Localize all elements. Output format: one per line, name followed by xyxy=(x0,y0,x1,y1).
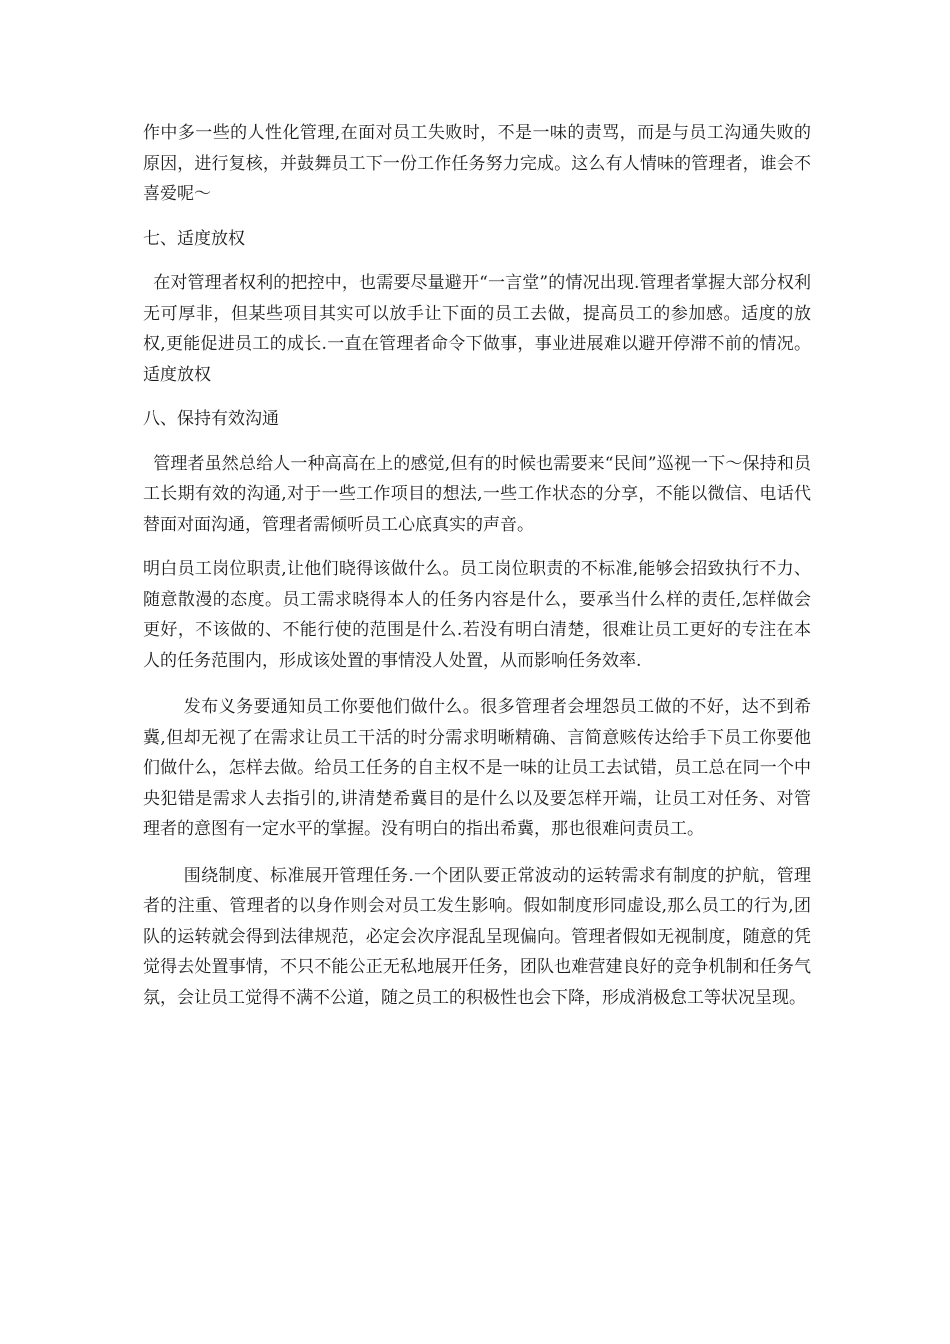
paragraph-job-duties: 明白员工岗位职责,让他们晓得该做什么。员工岗位职责的不标准,能够会招致执行不力、随意散漫的态度。员工需求晓得本人的任务内容是什么，要承当什么样的责任,怎样做会更好，不该做的、不能行使的范围是什么.若没有明白清楚，很难让员工更好的专注在本人的任务范围内，形成该处置的事情没人处置，从而影响任务效率. xyxy=(143,559,811,671)
document-body xyxy=(143,118,811,1013)
paragraph-rules-standards: 围绕制度、标准展开管理任务.一个团队要正常波动的运转需求有制度的护航，管理者的注重、管理者的以身作则会对员工发生影响。假如制度形同虚设,那么员工的行为,团队的运转就会得到法律规范，必定会次序混乱呈现偏向。管理者假如无视制度，随意的凭觉得去处置事情，不只不能公正无私地展开任务，团队也难营建良好的竞争机制和任务气氛，会让员工觉得不满不公道，随之员工的积极性也会下降，形成消极怠工等状况呈现。 xyxy=(143,865,811,1008)
section-heading-communication: 八、保持有效沟通 xyxy=(143,409,279,429)
section-heading-delegation: 七、适度放权 xyxy=(143,228,245,249)
paragraph-humane-management: 作中多一些的人性化管理,在面对员工失败时，不是一味的责骂，而是与员工沟通失败的原因，进行复核，并鼓舞员工下一份工作任务努力完成。这么有人情味的管理者，谁会不喜爱呢～ xyxy=(143,123,811,204)
paragraph-communication: 管理者虽然总给人一种高高在上的感觉,但有的时候也需要来“民间”巡视一下～保持和员工长期有效的沟通,对于一些工作项目的想法,一些工作状态的分享，不能以微信、电话代替面对面沟通，管理者需倾听员工心底真实的声音。 xyxy=(143,453,811,535)
paragraph-delegation: 在对管理者权利的把控中，也需要尽量避开“一言堂”的情况出现.管理者掌握大部分权利无可厚非，但某些项目其实可以放手让下面的员工去做，提高员工的参加感。适度的放权,更能促进员工的成长.一直在管理者命令下做事，事业进展难以避开停滞不前的情况。 适度放权 xyxy=(143,273,811,385)
paragraph-task-assignment: 发布义务要通知员工你要他们做什么。很多管理者会埋怨员工做的不好，达不到希冀,但却无视了在需求让员工干活的时分需求明晰精确、言简意赅传达给手下员工你要他们做什么，怎样去做。给员工任务的自主权不是一味的让员工去试错，员工总在同一个中央犯错是需求人去指引的,讲清楚希冀目的是什么以及要怎样开端，让员工对任务、对管理者的意图有一定水平的掌握。没有明白的指出希冀，那也很难问责员工。 xyxy=(143,697,811,839)
